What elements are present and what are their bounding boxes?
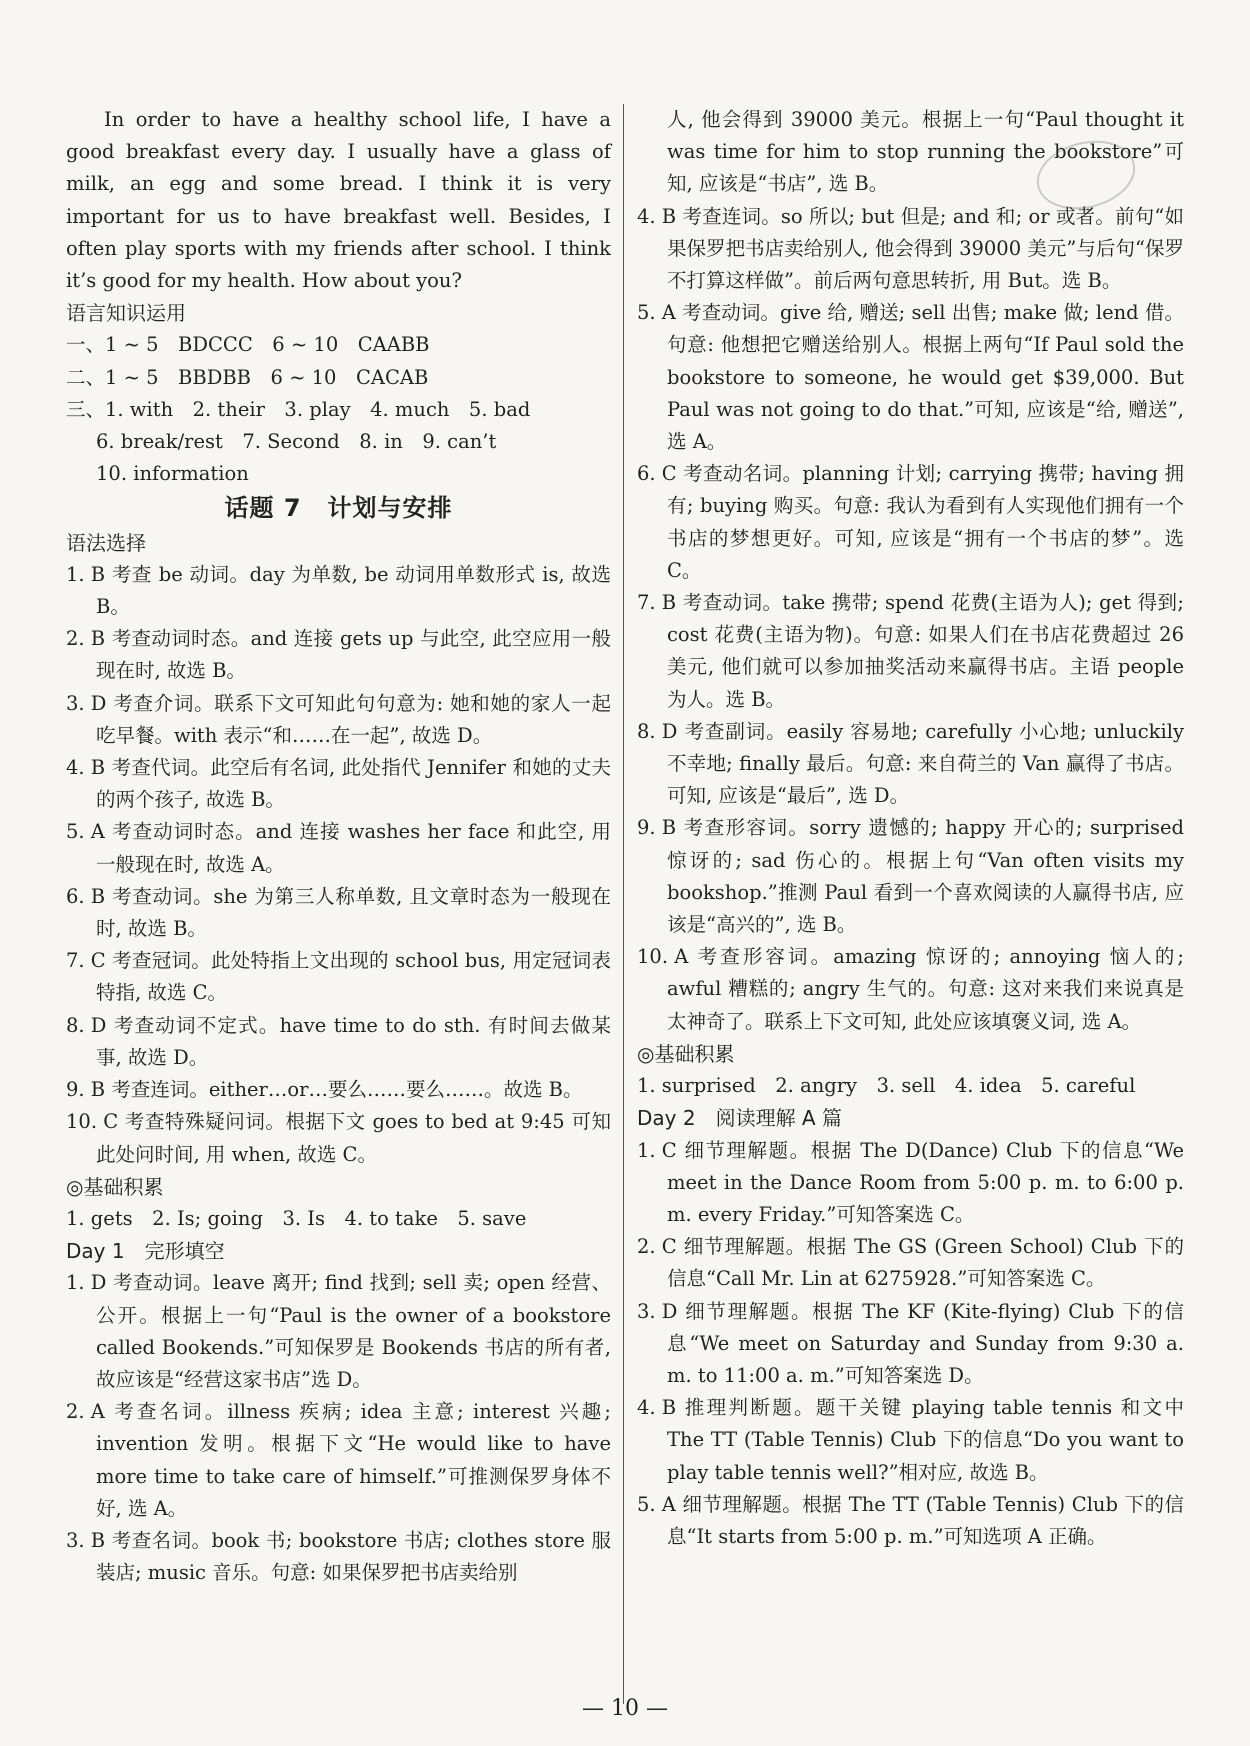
item-answer: 4. B — [637, 204, 677, 228]
item-explanation: 细节理解题。根据 The TT (Table Tennis) Club 下的信息“It starts from 5:00 p. m.”可知选项 A 正确。 — [667, 1492, 1185, 1548]
item-explanation: 考查动词。she 为第三人称单数, 且文章时态为一般现在时, 故选 B。 — [96, 884, 612, 941]
item-answer: 4. B — [66, 756, 106, 780]
item-explanation: 考查介词。联系下文可知此句句意为: 她和她的家人一起吃早餐。with 表示“和……在一起”, 故选 D。 — [96, 691, 611, 747]
basics-heading-2: ◎基础积累 — [637, 1041, 735, 1066]
page-number: — 10 — — [582, 1696, 668, 1721]
item-answer: 2. C — [637, 1235, 677, 1259]
item-answer: 7. C — [66, 949, 106, 973]
cloze-item-10 — [637, 941, 1184, 1038]
column-divider — [623, 104, 624, 1704]
answer-row-4: 6. break/rest 7. Second 8. in 9. can’t — [96, 430, 497, 454]
item-answer: 5. A — [637, 1492, 676, 1516]
item-explanation: 考查代词。此空后有名词, 此处指代 Jennifer 和她的丈夫的两个孩子, 故选 B。 — [96, 756, 611, 812]
item-answer: 8. D — [637, 719, 678, 743]
item-explanation: 考查动名词。planning 计划; carrying 携带; having 拥有; buying 购买。句意: 我认为看到有人实现他们拥有一个书店的梦想更好。可知, 应该是“拥有一个书店的梦”。选 C。 — [667, 462, 1184, 582]
item-answer: 10. A — [637, 945, 689, 969]
item-explanation: 考查 be 动词。day 为单数, be 动词用单数形式 is, 故选 B。 — [96, 562, 612, 619]
item-answer: 1. D — [66, 1271, 107, 1295]
item-answer: 4. B — [637, 1396, 677, 1420]
item-answer: 8. D — [66, 1013, 107, 1037]
item-explanation: 细节理解题。根据 The KF (Kite-flying) Club 下的信息“We meet on Saturday and Sunday from 9:30 a. m. to 11:00 a. m.”可知答案选 D。 — [667, 1299, 1184, 1387]
grammar-item-9 — [66, 1074, 611, 1106]
item-answer: 9. B — [637, 816, 677, 840]
item-answer: 2. B — [66, 627, 106, 651]
basics-answers-2: 1. surprised 2. angry 3. sell 4. idea 5. careful — [637, 1074, 1136, 1098]
item-answer: 9. B — [66, 1078, 106, 1102]
grammar-items — [66, 559, 611, 1171]
item-explanation: 考查连词。either…or…要么……要么……。故选 B。 — [111, 1078, 583, 1102]
grammar-item-8 — [66, 1010, 611, 1074]
grammar-heading: 语法选择 — [66, 530, 146, 555]
item-answer: 10. C — [66, 1110, 119, 1134]
item-answer: 5. A — [637, 301, 676, 325]
reading-item-1 — [637, 1135, 1184, 1232]
basics-answers-1: 1. gets 2. Is; going 3. Is 4. to take 5. save — [66, 1206, 527, 1230]
grammar-item-6 — [66, 881, 611, 945]
cloze-item-4 — [637, 201, 1184, 298]
item-answer: 2. A — [66, 1400, 105, 1424]
reading-item-3 — [637, 1296, 1184, 1393]
item-explanation: 考查动词。give 给, 赠送; sell 出售; make 做; lend 借。句意: 他想把它赠送给别人。根据上两句“If Paul sold the bookstore to someone, he would get $39,000. But Paul was not going to do that.”可知, 应该是“给, 赠送”, 选 A。 — [667, 301, 1184, 454]
reading-item-4 — [637, 1392, 1184, 1489]
item-explanation: 考查名词。illness 疾病; idea 主意; interest 兴趣; invention 发明。根据下文“He would like to have more time to take care of himself.”可推测保罗身体不好, 选 A。 — [96, 1400, 611, 1520]
reading-item-5 — [637, 1489, 1184, 1553]
item-answer: 1. C — [637, 1138, 677, 1162]
topic-name: 计划与安排 — [327, 494, 453, 523]
grammar-item-5 — [66, 816, 611, 880]
item-explanation: 考查动词。leave 离开; find 找到; sell 卖; open 经营、公开。根据上一句“Paul is the owner of a bookstore called Bookends.”可知保罗是 Bookends 书店的所有者, 故应该是“经营这家书店”选 D。 — [96, 1271, 611, 1391]
topic-number: 话题 7 — [224, 494, 302, 523]
item-explanation: 考查动词时态。and 连接 washes her face 和此空, 用一般现在时, 故选 A。 — [96, 820, 611, 876]
cloze-item-5 — [637, 297, 1184, 458]
item-explanation: 考查形容词。sorry 遗憾的; happy 开心的; surprised 惊讶的; sad 伤心的。根据上句“Van often visits my bookshop.”推测 Paul 看到一个喜欢阅读的人赢得书店, 应该是“高兴的”, 选 B。 — [667, 816, 1184, 937]
item-explanation: 考查特殊疑问词。根据下文 goes to bed at 9:45 可知此处问时间, 用 when, 故选 C。 — [96, 1110, 612, 1166]
language-section-heading: 语言知识运用 — [66, 301, 186, 326]
item-explanation: 考查副词。easily 容易地; carefully 小心地; unluckily 不幸地; finally 最后。句意: 来自荷兰的 Van 赢得了书店。可知, 应该是“最后”, 选 D。 — [667, 719, 1184, 808]
item-answer: 3. B — [66, 1528, 106, 1552]
item-answer: 1. B — [66, 562, 106, 586]
day2-heading: Day 2 阅读理解 A 篇 — [637, 1106, 842, 1131]
item-explanation: 考查冠词。此处特指上文出现的 school bus, 用定冠词表特指, 故选 C。 — [96, 949, 611, 1005]
cloze-item-3 — [66, 1525, 611, 1589]
answer-row-2: 二、1 ~ 5 BBDBB 6 ~ 10 CACAB — [66, 365, 429, 389]
grammar-item-7 — [66, 945, 611, 1009]
cloze-item-2 — [66, 1396, 611, 1525]
item-explanation: 细节理解题。根据 The GS (Green School) Club 下的信息“Call Mr. Lin at 6275928.”可知答案选 C。 — [667, 1235, 1184, 1291]
grammar-item-4 — [66, 752, 611, 816]
intro-paragraph: In order to have a healthy school life, I have a good breakfast every day. I usually have a glass of milk, an egg and some bread. I think it is very important for us to have breakfast well. Besides, I often play sports with my friends after school. I think it’s good for my health. How about you? — [66, 108, 611, 293]
grammar-item-1 — [66, 559, 611, 623]
item-explanation: 考查形容词。amazing 惊讶的; annoying 恼人的; awful 糟糕的; angry 生气的。句意: 这对来我们来说真是太神奇了。联系上下文可知, 此处应该填褒义词, 选 A。 — [667, 945, 1184, 1033]
cloze-item-9 — [637, 812, 1184, 941]
topic-title — [66, 492, 611, 524]
reading-item-2 — [637, 1231, 1184, 1295]
left-column — [66, 104, 611, 1589]
cloze-item-8 — [637, 716, 1184, 813]
cloze-item-1 — [66, 1267, 611, 1396]
item-explanation: 考查动词不定式。have time to do sth. 有时间去做某事, 故选 D。 — [96, 1013, 611, 1069]
item-answer: 3. D — [66, 691, 107, 715]
cloze-item-6 — [637, 458, 1184, 587]
cloze-item-7 — [637, 587, 1184, 716]
basics-heading-1: ◎基础积累 — [66, 1174, 164, 1199]
right-column — [637, 104, 1184, 1553]
item-answer: 6. C — [637, 462, 677, 486]
item-explanation: 考查动词时态。and 连接 gets up 与此空, 此空应用一般现在时, 故选 B。 — [96, 627, 611, 683]
answer-row-1: 一、1 ~ 5 BDCCC 6 ~ 10 CAABB — [66, 333, 430, 357]
day1-heading: Day 1 完形填空 — [66, 1239, 225, 1264]
grammar-item-2 — [66, 623, 611, 687]
item-explanation: 考查动词。take 携带; spend 花费(主语为人); get 得到; cost 花费(主语为物)。句意: 如果人们在书店花费超过 26 美元, 他们就可以参加抽奖活动来赢得书店。主语 people 为人。选 B。 — [667, 591, 1185, 711]
item-explanation: 考查连词。so 所以; but 但是; and 和; or 或者。前句“如果保罗把书店卖给别人, 他会得到 39000 美元”与后句“保罗不打算这样做”。前后两句意思转折, 用 But。选 B。 — [667, 204, 1184, 293]
item-answer: 5. A — [66, 820, 105, 844]
item-explanation: 考查名词。book 书; bookstore 书店; clothes store 服装店; music 音乐。句意: 如果保罗把书店卖给别 — [96, 1528, 611, 1585]
item-explanation: 细节理解题。根据 The D(Dance) Club 下的信息“We meet in the Dance Room from 5:00 p. m. to 6:00 p. m. every Friday.”可知答案选 C。 — [667, 1138, 1184, 1226]
grammar-item-10 — [66, 1106, 611, 1170]
answer-row-5: 10. information — [96, 462, 249, 486]
item-answer: 6. B — [66, 884, 106, 908]
item-explanation: 推理判断题。题干关键 playing table tennis 和文中 The TT (Table Tennis) Club 下的信息“Do you want to play table tennis well?”相对应, 故选 B。 — [667, 1396, 1184, 1484]
cloze-item-3-continuation: 人, 他会得到 39000 美元。根据上一句“Paul thought it was time for him to stop running the bookstore”可知, 应该是“书店”, 选 B。 — [667, 108, 1184, 196]
item-answer: 3. D — [637, 1299, 678, 1323]
answer-row-3: 三、1. with 2. their 3. play 4. much 5. bad — [66, 397, 531, 421]
item-answer: 7. B — [637, 591, 677, 615]
grammar-item-3 — [66, 688, 611, 752]
